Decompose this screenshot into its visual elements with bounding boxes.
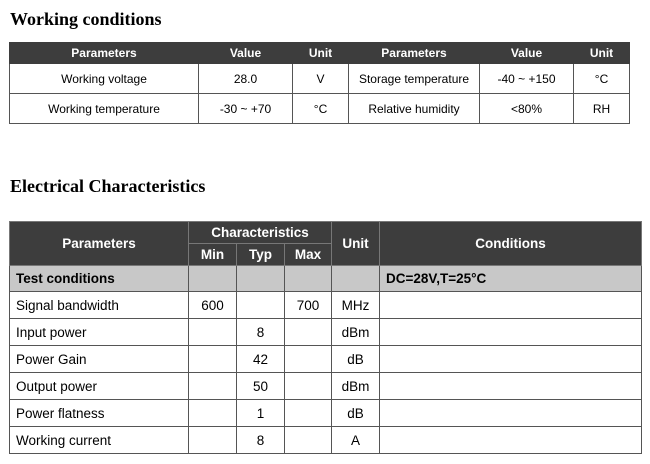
table-cell: Working temperature [10, 94, 199, 124]
table-row [10, 373, 642, 400]
table-row [10, 400, 642, 427]
header-max: Max [285, 244, 332, 266]
header-min: Min [189, 244, 237, 266]
table-row [10, 64, 630, 94]
max-cell [285, 400, 332, 427]
typ-cell: 1 [237, 400, 285, 427]
parameter-label: Signal bandwidth [10, 292, 189, 319]
table-row [10, 319, 642, 346]
conditions-cell [380, 292, 642, 319]
unit-cell: MHz [332, 292, 380, 319]
min-cell: 600 [189, 292, 237, 319]
min-cell [189, 346, 237, 373]
table-row [10, 292, 642, 319]
table-cell: -40 ~ +150 [480, 64, 574, 94]
conditions-cell [380, 346, 642, 373]
conditions-cell [380, 400, 642, 427]
conditions-cell [380, 319, 642, 346]
table-cell [285, 266, 332, 292]
test-conditions-row [10, 266, 642, 292]
conditions-cell [380, 427, 642, 454]
conditions-cell [380, 373, 642, 400]
unit-cell: dBm [332, 373, 380, 400]
typ-cell: 8 [237, 319, 285, 346]
table-cell [189, 266, 237, 292]
min-cell [189, 319, 237, 346]
unit-cell: dBm [332, 319, 380, 346]
table-cell: RH [574, 94, 630, 124]
max-cell: 700 [285, 292, 332, 319]
max-cell [285, 373, 332, 400]
table-cell: -30 ~ +70 [199, 94, 293, 124]
working-conditions-table [9, 42, 630, 124]
table-row [10, 427, 642, 454]
max-cell [285, 346, 332, 373]
table-cell: °C [574, 64, 630, 94]
table-cell: Working voltage [10, 64, 199, 94]
header-parameters: Parameters [349, 43, 480, 64]
electrical-characteristics-title: Electrical Characteristics [10, 176, 206, 196]
table-row [10, 94, 630, 124]
typ-cell: 8 [237, 427, 285, 454]
min-cell [189, 400, 237, 427]
table-cell: <80% [480, 94, 574, 124]
unit-cell: dB [332, 346, 380, 373]
header-value: Value [480, 43, 574, 64]
min-cell [189, 373, 237, 400]
test-conditions-label: Test conditions [10, 266, 189, 292]
max-cell [285, 319, 332, 346]
header-parameters: Parameters [10, 43, 199, 64]
header-unit: Unit [574, 43, 630, 64]
header-typ: Typ [237, 244, 285, 266]
unit-cell: A [332, 427, 380, 454]
unit-cell: dB [332, 400, 380, 427]
table-cell: V [293, 64, 349, 94]
test-conditions-value: DC=28V,T=25°C [380, 266, 642, 292]
header-unit: Unit [293, 43, 349, 64]
header-unit: Unit [332, 222, 380, 266]
typ-cell: 42 [237, 346, 285, 373]
typ-cell: 50 [237, 373, 285, 400]
typ-cell [237, 292, 285, 319]
table-header-row [10, 43, 630, 64]
header-value: Value [199, 43, 293, 64]
table-cell: 28.0 [199, 64, 293, 94]
table-cell: °C [293, 94, 349, 124]
parameter-label: Output power [10, 373, 189, 400]
header-characteristics: Characteristics [189, 222, 332, 244]
min-cell [189, 427, 237, 454]
table-row [10, 346, 642, 373]
electrical-characteristics-table [9, 221, 642, 454]
parameter-label: Working current [10, 427, 189, 454]
table-cell: Storage temperature [349, 64, 480, 94]
parameter-label: Input power [10, 319, 189, 346]
parameter-label: Power flatness [10, 400, 189, 427]
header-parameters: Parameters [10, 222, 189, 266]
working-conditions-title: Working conditions [10, 9, 162, 29]
table-cell [332, 266, 380, 292]
parameter-label: Power Gain [10, 346, 189, 373]
table-cell [237, 266, 285, 292]
max-cell [285, 427, 332, 454]
table-header-row [10, 222, 642, 244]
table-cell: Relative humidity [349, 94, 480, 124]
header-conditions: Conditions [380, 222, 642, 266]
